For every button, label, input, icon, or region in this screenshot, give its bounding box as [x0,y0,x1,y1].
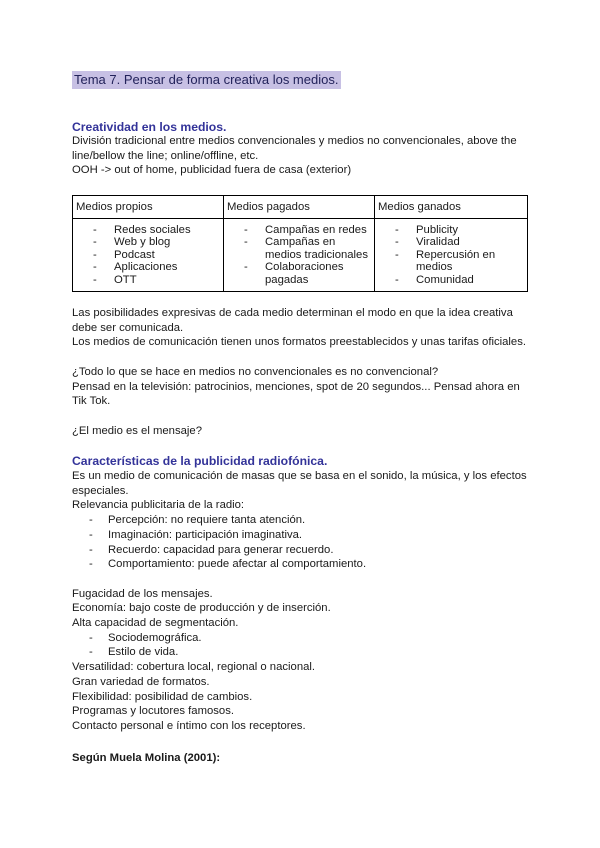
list-item: - Redes sociales [73,224,219,237]
text-line: Alta capacidad de segmentación. [72,617,239,630]
table-header-cell: Medios ganados [375,196,528,219]
list-item: - Colaboraciones pagadas [224,261,370,286]
relevancia-list [72,513,532,572]
list-item: - Sociodemográfica. [72,631,532,646]
list-item: - Estilo de vida. [72,645,532,660]
bullet-list [375,224,523,287]
section-body-creatividad [72,306,532,438]
table-cell-medios-pagados [224,218,375,291]
list-item: - Podcast [73,249,219,262]
section-body-radio [72,469,532,734]
text-line: Flexibilidad: posibilidad de cambios. [72,690,253,703]
text-line: especiales. [72,484,129,497]
list-item: - Repercusión en medios [375,249,523,274]
text-line: Programas y locutores famosos. [72,705,234,718]
text-line: Las posibilidades expresivas de cada medio determinan el modo en que la idea creativa [72,307,513,319]
table-cell-medios-ganados [375,218,528,291]
list-item: - Web y blog [73,236,219,249]
list-item: - Comportamiento: puede afectar al comportamiento. [72,557,532,572]
text-line: Tik Tok. [72,395,111,408]
list-item: - Campañas en redes [224,224,370,237]
blank-line [72,572,532,587]
list-item: - Comunidad [375,274,523,287]
table-header-row [73,196,528,219]
table-header-cell: Medios propios [73,196,224,219]
list-item: - Campañas en medios tradicionales [224,236,370,261]
text-line: Fugacidad de los mensajes. [72,587,213,600]
text-line: Pensad en la televisión: patrocinios, menciones, spot de 20 segundos... Pensad ahora en [72,380,520,393]
media-types-table [72,195,528,292]
bullet-list [224,224,370,287]
table-header-cell: Medios pagados [224,196,375,219]
section-heading-radio: Características de la publicidad radiofónica. [72,454,328,468]
text-line: Gran variedad de formatos. [72,675,210,688]
text-line: División tradicional entre medios convencionales y medios no convencionales, above the [72,135,517,147]
text-line: ¿El medio es el mensaje? [72,424,202,437]
text-line: Versatilidad: cobertura local, regional o nacional. [72,661,316,674]
text-line: line/bellow the line; online/offline, etc. [72,149,259,162]
text-line: ¿Todo lo que se hace en medios no convencionales es no convencional? [72,365,439,378]
text-line: Economía: bajo coste de producción y de inserción. [72,602,331,615]
blank-line [72,350,532,365]
list-item: - Aplicaciones [73,261,219,274]
text-line: Los medios de comunicación tienen unos formatos preestablecidos y unas tarifas oficiales. [72,336,527,349]
section-heading-creatividad: Creatividad en los medios. [72,120,227,134]
list-item: - Publicity [375,224,523,237]
list-item: - Percepción: no requiere tanta atención. [72,513,532,528]
segmentacion-list [72,631,532,660]
text-line: debe ser comunicada. [72,321,184,334]
bullet-list [73,224,219,287]
list-item: - Viralidad [375,236,523,249]
text-line: Contacto personal e íntimo con los receptores. [72,719,306,732]
text-line: Es un medio de comunicación de masas que se basa en el sonido, la música, y los efectos [72,470,527,482]
text-line: Relevancia publicitaria de la radio: [72,499,245,512]
section-intro-creatividad [72,134,532,178]
blank-line [72,409,532,424]
list-item: - OTT [73,274,219,287]
list-item: - Imaginación: participación imaginativa. [72,528,532,543]
text-line: OOH -> out of home, publicidad fuera de casa (exterior) [72,164,352,177]
source-reference: Según Muela Molina (2001): [72,752,221,764]
page-title: Tema 7. Pensar de forma creativa los medios. [72,71,341,89]
table-row [73,218,528,291]
list-item: - Recuerdo: capacidad para generar recuerdo. [72,543,532,558]
table-cell-medios-propios [73,218,224,291]
